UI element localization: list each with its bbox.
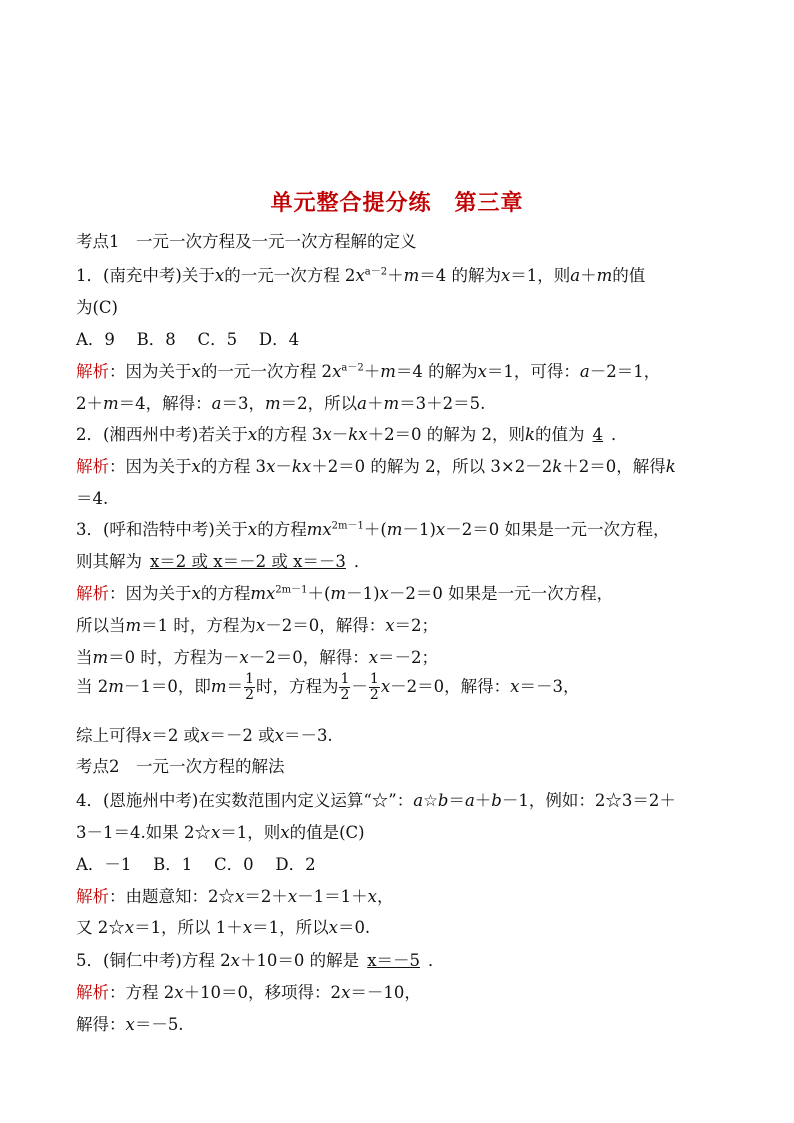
question-3: 3．(呼和浩特中考)关于x的方程$mx^{2m-1}+(m-1)x-2=0$ 如果是一元一次方程， [76, 520, 670, 539]
question-5: 5．(铜仁中考)方程 2x＋10＝0 的解是 x＝－5 ． [76, 951, 445, 970]
question-1-options: A．9 B．8 C．5 D．4 [76, 330, 300, 349]
fraction-half: $\frac{1}{2}$ [340, 671, 350, 703]
page-title: 单元整合提分练 第三章 [270, 191, 524, 216]
analysis-3-line3: 当m＝0 时，方程为－x－2＝0，解得：x＝－2； [76, 648, 439, 667]
question-1: 1．(南充中考)关于x的一元一次方程 $2x^{a-2}+m=4$ 的解为x＝1，则a＋m的值 [76, 266, 646, 285]
question-3-line2: 则其解为 x＝2 或 x＝－2 或 x＝－3 ． [76, 552, 371, 571]
question-4: 4．(恩施州中考)在实数范围内定义运算“☆”：a☆b＝a＋b－1，例如：2☆3＝2＋ [76, 791, 676, 810]
answer-blank: x＝2 或 x＝－2 或 x＝－3 [150, 552, 346, 571]
analysis-3-line4: 当 2m－1＝0，即m＝ $\frac{1}{2}$ 时，方程为 $\frac{1}{2}$ － $\frac{1}{2}$ x－2＝0，解得：x＝－3， [76, 671, 580, 703]
section-heading: 考点1 一元一次方程及一元一次方程解的定义 [76, 232, 417, 251]
question-4-line2: 3－1＝4.如果 2☆x＝1，则x的值是(C) [76, 823, 365, 842]
analysis-2-line2: ＝4. [76, 489, 109, 508]
question-2: 2．(湘西州中考)若关于x的方程 3x－kx＋2＝0 的解为 2，则k的值为 4 ． [76, 425, 628, 444]
answer-blank: x＝－5 [367, 951, 420, 970]
question-1-line2: 为(C) [76, 298, 118, 317]
analysis-5: 解析：方程 2x＋10＝0，移项得：2x＝－10， [76, 983, 421, 1002]
analysis-3-line5: 综上可得x＝2 或x＝－2 或x＝－3. [76, 726, 333, 745]
analysis-3-line2: 所以当m＝1 时，方程为x－2＝0，解得：x＝2； [76, 616, 439, 635]
answer-blank: 4 [592, 425, 604, 444]
analysis-3: 解析：因为关于x的方程$mx^{2m-1}+(m-1)x-2=0$ 如果是一元一次方程， [76, 584, 614, 603]
analysis-1-line2: 2＋m＝4，解得：a＝3，m＝2，所以a＋m＝3＋2＝5. [76, 394, 486, 413]
analysis-1: 解析：因为关于x的一元一次方程 $2x^{a-2}+m=4$ 的解为x＝1，可得：a－2＝1， [76, 362, 661, 381]
analysis-5-line2: 解得：x＝－5. [76, 1015, 184, 1034]
analysis-4: 解析：由题意知：2☆x＝2＋x－1＝1＋x， [76, 887, 394, 906]
fraction-half: $\frac{1}{2}$ [369, 671, 379, 703]
section-heading: 考点2 一元一次方程的解法 [76, 757, 285, 776]
fraction-half: $\frac{1}{2}$ [245, 671, 254, 703]
analysis-2: 解析：因为关于x的方程 3x－kx＋2＝0 的解为 2，所以 3×2－2k＋2＝0，解得k [76, 457, 676, 476]
analysis-4-line2: 又 2☆x＝1，所以 1＋x＝1，所以x＝0. [76, 918, 371, 937]
question-4-options: A．－1 B．1 C．0 D．2 [76, 855, 316, 874]
